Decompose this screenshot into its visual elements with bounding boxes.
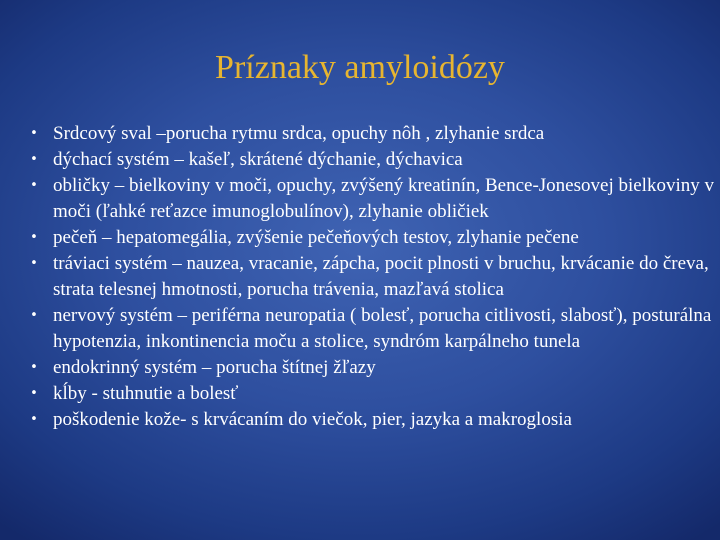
bullet-icon: • [30, 360, 38, 375]
bullet-icon: • [30, 152, 38, 167]
bullet-icon: • [30, 386, 38, 401]
list-item [26, 225, 716, 251]
bullet-icon: • [30, 230, 38, 245]
list-item-text: kĺby - stuhnutie a bolesť [53, 383, 239, 404]
list-item-text: pečeň – hepatomegália, zvýšenie pečeňových testov, zlyhanie pečene [53, 227, 579, 248]
list-item-text: nervový systém – periférna neuropatia ( bolesť, porucha citlivosti, slabosť), posturálna hypotenzia, inkontinencia moču a stolice, syndróm karpálneho tunela [53, 305, 712, 352]
list-item-text: obličky – bielkoviny v moči, opuchy, zvýšený kreatinín, Bence-Jonesovej bielkoviny v moči (ľahké reťazce imunoglobulínov), zlyhanie obličiek [53, 175, 714, 222]
list-item [26, 381, 716, 407]
list-item-text: tráviaci systém – nauzea, vracanie, zápcha, pocit plnosti v bruchu, krvácanie do čreva, strata telesnej hmotnosti, porucha trávenia, mazľavá stolica [53, 253, 709, 300]
list-item-text: endokrinný systém – porucha štítnej žľazy [53, 357, 376, 378]
list-item [26, 173, 716, 225]
list-item [26, 407, 716, 433]
bullet-icon: • [30, 308, 38, 323]
list-item-text: Srdcový sval –porucha rytmu srdca, opuchy nôh , zlyhanie srdca [53, 123, 545, 144]
list-item [26, 355, 716, 381]
bullet-icon: • [30, 178, 38, 193]
bullet-icon: • [30, 256, 38, 271]
slide-title: Príznaky amyloidózy [215, 49, 505, 86]
list-item [26, 303, 716, 355]
bullet-icon: • [30, 126, 38, 141]
bullet-icon: • [30, 412, 38, 427]
list-item [26, 251, 716, 303]
list-item [26, 147, 716, 173]
symptom-list [26, 121, 716, 433]
list-item-text: dýchací systém – kašeľ, skrátené dýchanie, dýchavica [53, 149, 463, 170]
list-item [26, 121, 716, 147]
list-item-text: poškodenie kože- s krvácaním do viečok, pier, jazyka a makroglosia [53, 409, 572, 430]
